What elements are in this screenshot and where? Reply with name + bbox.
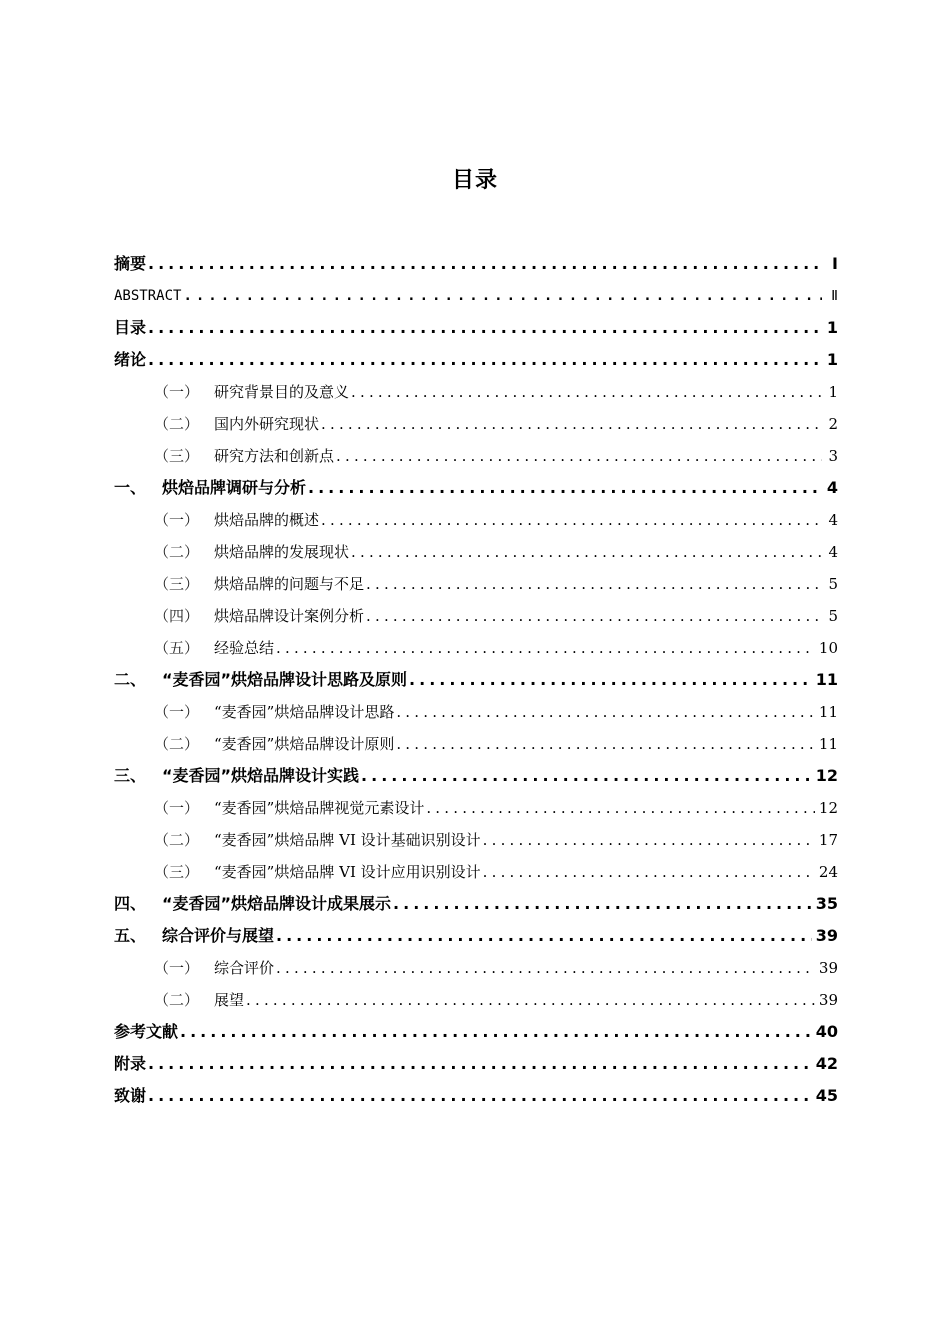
dot-leader — [246, 984, 815, 1016]
dot-leader — [426, 792, 815, 824]
toc-entry-label: “麦香园”烘焙品牌设计原则 — [214, 735, 395, 753]
toc-entry[interactable] — [114, 632, 838, 664]
dot-leader — [180, 1016, 812, 1048]
toc-entry-number: （二） — [154, 735, 200, 753]
toc-entry-page-number: 39 — [818, 959, 838, 977]
toc-entry[interactable] — [114, 760, 838, 792]
dot-leader — [396, 696, 815, 728]
toc-entry-page-number: 11 — [818, 735, 838, 753]
toc-entry-page-number: 39 — [815, 926, 838, 945]
toc-entry-page-number: 42 — [815, 1054, 838, 1073]
toc-entry[interactable] — [114, 280, 838, 312]
toc-entry[interactable] — [114, 504, 838, 536]
toc-entry-number: 三、 — [114, 766, 147, 785]
toc-entry-page-number: 12 — [815, 766, 838, 785]
toc-entry-number: （一） — [154, 959, 200, 977]
toc-entry[interactable] — [114, 568, 838, 600]
table-of-contents — [114, 248, 838, 1112]
dot-leader — [351, 536, 822, 568]
toc-entry-label: “麦香园”烘焙品牌设计成果展示 — [162, 894, 392, 913]
toc-entry-label: “麦香园”烘焙品牌视觉元素设计 — [214, 799, 425, 817]
toc-entry-label: “麦香园”烘焙品牌 VI 设计基础识别设计 — [214, 831, 481, 849]
toc-entry-page-number: 11 — [815, 670, 838, 689]
toc-entry-page-number: 17 — [818, 831, 838, 849]
dot-leader — [148, 1048, 812, 1080]
toc-entry-page-number: 2 — [828, 415, 838, 433]
dot-leader — [308, 472, 822, 504]
toc-entry-label: 致谢 — [114, 1086, 147, 1105]
toc-entry[interactable] — [114, 536, 838, 568]
dot-leader — [361, 760, 812, 792]
toc-entry-label: 烘焙品牌的发展现状 — [214, 543, 350, 561]
toc-entry-page-number: 5 — [828, 575, 838, 593]
toc-entry-page-number: 35 — [815, 894, 838, 913]
toc-entry[interactable] — [114, 792, 838, 824]
toc-entry[interactable] — [114, 952, 838, 984]
toc-entry-number: （一） — [154, 799, 200, 817]
toc-entry[interactable] — [114, 824, 838, 856]
dot-leader — [148, 312, 822, 344]
toc-entry-page-number: Ⅱ — [831, 288, 838, 304]
dot-leader — [393, 888, 812, 920]
toc-entry-label: ABSTRACT — [114, 288, 182, 304]
toc-entry-page-number: 10 — [818, 639, 838, 657]
toc-entry-page-number: 1 — [828, 383, 838, 401]
toc-entry[interactable] — [114, 856, 838, 888]
dot-leader — [396, 728, 815, 760]
toc-entry-number: （二） — [154, 831, 200, 849]
toc-entry[interactable] — [114, 984, 838, 1016]
toc-entry[interactable] — [114, 376, 838, 408]
toc-entry-page-number: 1 — [826, 318, 838, 337]
toc-entry-number: 一、 — [114, 478, 147, 497]
toc-entry-number: （二） — [154, 543, 200, 561]
toc-entry-page-number: 3 — [828, 447, 838, 465]
toc-entry-label: 摘要 — [114, 254, 147, 273]
toc-entry-label: 烘焙品牌设计案例分析 — [214, 607, 365, 625]
toc-entry[interactable] — [114, 344, 838, 376]
toc-entry-label: “麦香园”烘焙品牌设计思路及原则 — [162, 670, 408, 689]
dot-leader — [148, 344, 822, 376]
toc-entry[interactable] — [114, 440, 838, 472]
toc-entry-number: （一） — [154, 703, 200, 721]
toc-entry-label: 展望 — [214, 991, 245, 1009]
toc-entry-page-number: 45 — [815, 1086, 838, 1105]
toc-entry[interactable] — [114, 920, 838, 952]
toc-entry-page-number: 4 — [828, 511, 838, 529]
toc-entry-label: 烘焙品牌的问题与不足 — [214, 575, 365, 593]
toc-entry-number: （二） — [154, 991, 200, 1009]
toc-entry-number: （三） — [154, 447, 200, 465]
toc-entry-number: （二） — [154, 415, 200, 433]
toc-entry[interactable] — [114, 408, 838, 440]
toc-entry-number: （五） — [154, 639, 200, 657]
toc-entry-label: “麦香园”烘焙品牌 VI 设计应用识别设计 — [214, 863, 481, 881]
toc-entry-label: 综合评价与展望 — [162, 926, 275, 945]
toc-entry-number: （三） — [154, 575, 200, 593]
toc-entry-page-number: 1 — [826, 350, 838, 369]
toc-entry[interactable] — [114, 312, 838, 344]
toc-entry-number: 四、 — [114, 894, 147, 913]
toc-entry[interactable] — [114, 472, 838, 504]
toc-entry-label: 研究背景目的及意义 — [214, 383, 350, 401]
dot-leader — [321, 408, 822, 440]
page-title: 目录 — [451, 168, 498, 193]
dot-leader — [351, 376, 822, 408]
toc-entry-number: （一） — [154, 511, 200, 529]
toc-entry[interactable] — [114, 1016, 838, 1048]
dot-leader — [409, 664, 812, 696]
toc-entry[interactable] — [114, 600, 838, 632]
dot-leader — [483, 824, 815, 856]
toc-entry-label: 参考文献 — [114, 1022, 179, 1041]
toc-entry-page-number: Ⅰ — [832, 254, 838, 273]
toc-entry-page-number: 5 — [828, 607, 838, 625]
dot-leader — [276, 632, 815, 664]
toc-entry-label: 研究方法和创新点 — [214, 447, 335, 465]
toc-entry-label: 综合评价 — [214, 959, 275, 977]
toc-entry-page-number: 40 — [815, 1022, 838, 1041]
toc-entry[interactable] — [114, 728, 838, 760]
toc-entry-label: 国内外研究现状 — [214, 415, 320, 433]
dot-leader — [321, 504, 822, 536]
toc-entry-label: 目录 — [114, 318, 147, 337]
dot-leader — [336, 440, 822, 472]
toc-entry-page-number: 4 — [826, 478, 838, 497]
dot-leader — [366, 568, 822, 600]
dot-leader — [276, 952, 815, 984]
toc-entry-page-number: 39 — [818, 991, 838, 1009]
toc-entry-number: （三） — [154, 863, 200, 881]
toc-entry-number: 五、 — [114, 926, 147, 945]
toc-entry-page-number: 11 — [818, 703, 838, 721]
toc-entry[interactable] — [114, 696, 838, 728]
toc-entry-label: 绪论 — [114, 350, 147, 369]
toc-entry[interactable] — [114, 888, 838, 920]
dot-leader — [148, 1080, 812, 1112]
dot-leader — [366, 600, 822, 632]
toc-entry-label: 烘焙品牌的概述 — [214, 511, 320, 529]
toc-entry-label: “麦香园”烘焙品牌设计思路 — [214, 703, 395, 721]
toc-entry[interactable] — [114, 664, 838, 696]
toc-entry-label: 附录 — [114, 1054, 147, 1073]
toc-entry[interactable] — [114, 248, 838, 280]
dot-leader — [483, 856, 815, 888]
dot-leader — [183, 280, 822, 312]
toc-entry-label: “麦香园”烘焙品牌设计实践 — [162, 766, 360, 785]
toc-entry[interactable] — [114, 1080, 838, 1112]
toc-entry-page-number: 12 — [818, 799, 838, 817]
toc-entry[interactable] — [114, 1048, 838, 1080]
toc-entry-label: 经验总结 — [214, 639, 275, 657]
toc-entry-number: （一） — [154, 383, 200, 401]
toc-entry-page-number: 4 — [828, 543, 838, 561]
toc-entry-page-number: 24 — [818, 863, 838, 881]
dot-leader — [276, 920, 812, 952]
toc-entry-number: （四） — [154, 607, 200, 625]
toc-entry-label: 烘焙品牌调研与分析 — [162, 478, 307, 497]
toc-entry-number: 二、 — [114, 670, 147, 689]
dot-leader — [148, 248, 822, 280]
